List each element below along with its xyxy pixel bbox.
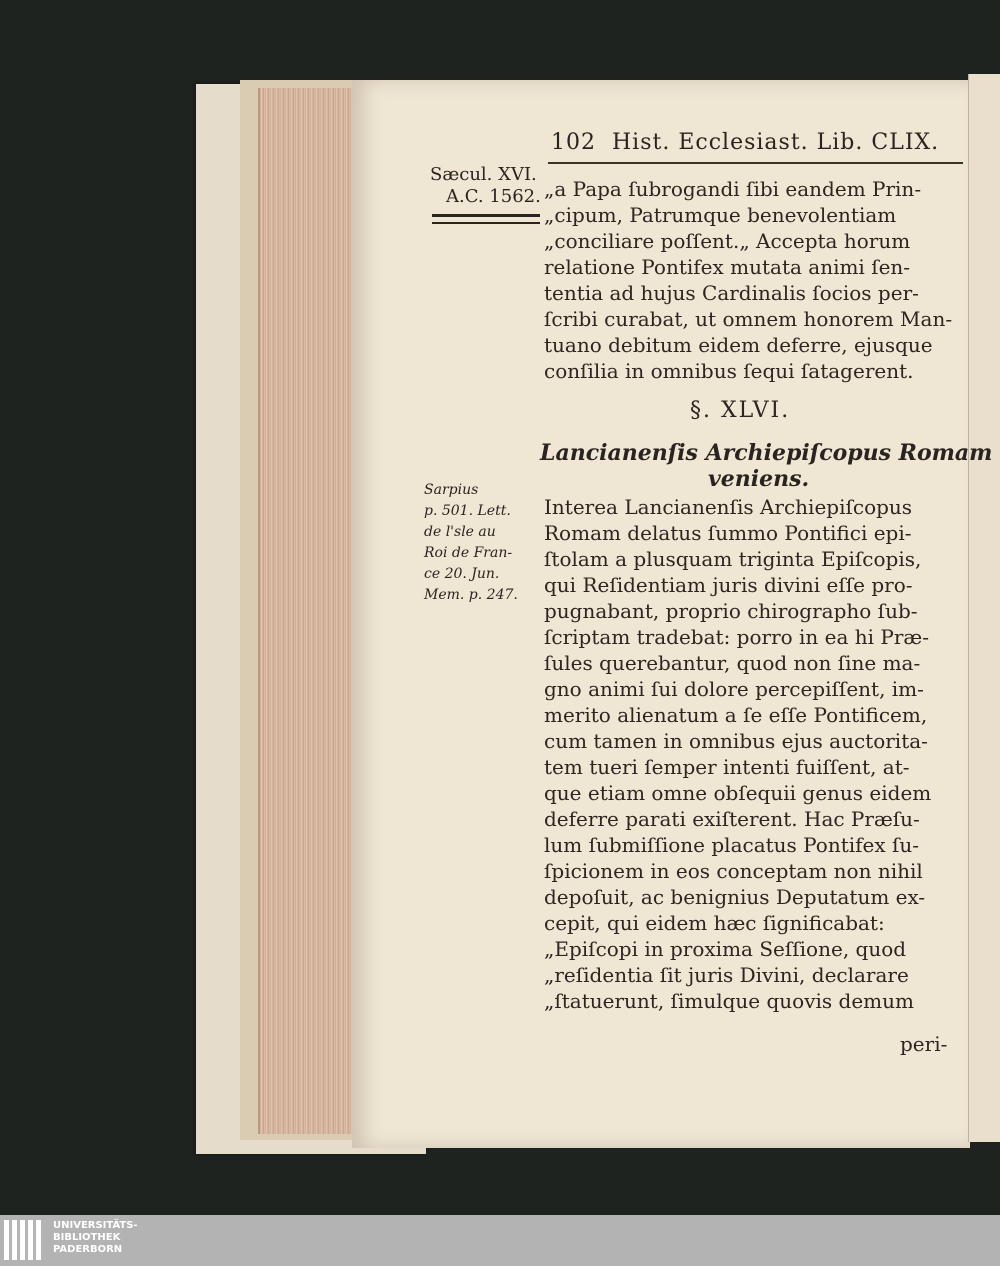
text-line: que etiam omne obſequii genus eidem: [544, 781, 932, 805]
text-line: cepit, qui eidem hæc ſignificabat:: [544, 911, 885, 935]
margin-century: Sæcul. XVI.: [430, 164, 537, 185]
page-edges: [258, 88, 354, 1134]
text-line: „Epiſcopi in proxima Seſſione, quod: [544, 937, 907, 961]
library-name-line: BIBLIOTHEK: [53, 1232, 121, 1243]
text-line: tuano debitum eidem deferre, ejusque: [544, 333, 933, 357]
text-line: „cipum, Patrumque benevolentiam: [544, 203, 897, 227]
text-line: lum ſubmiſſione placatus Pontifex ſu-: [544, 833, 920, 857]
text-line: ſcribi curabat, ut omnem honorem Man-: [544, 307, 953, 331]
text-line: tem tueri ſemper intenti fuiſſent, at-: [544, 755, 910, 779]
text-line: relatione Pontifex mutata animi ſen-: [544, 255, 911, 279]
section-number: §. XLVI.: [690, 398, 791, 423]
margin-year: A.C. 1562.: [446, 186, 541, 207]
text-line: depoſuit, ac benignius Deputatum ex-: [544, 885, 926, 909]
library-name-line: UNIVERSITÄTS-: [53, 1220, 138, 1231]
text-line: cum tamen in omnibus ejus auctorita-: [544, 729, 928, 753]
text-line: ſules querebantur, quod non ſine ma-: [544, 651, 921, 675]
text-line: „ſtatuerunt, ſimulque quovis demum: [544, 989, 914, 1013]
margin-rule: [432, 222, 540, 224]
text-line: deferre parati exiſterent. Hac Præſu-: [544, 807, 920, 831]
text-line: Romam delatus ſummo Pontifici epi-: [544, 521, 912, 545]
running-title: Hist. Ecclesiast. Lib. CLIX.: [612, 130, 940, 155]
text-line: ſcriptam tradebat: porro in ea hi Præ-: [544, 625, 929, 649]
margin-reference-note: [424, 480, 518, 606]
margin-note-line: Mem. p. 247.: [424, 587, 518, 603]
section-title: Lancianenſis Archiepiſcopus Romam: [540, 440, 993, 466]
text-line: merito alienatum a ſe eſſe Pontificem,: [544, 703, 928, 727]
margin-note-line: p. 501. Lett.: [424, 503, 511, 519]
margin-date-note: [430, 164, 541, 208]
paragraph-1: [544, 176, 952, 384]
header-rule: [548, 162, 963, 164]
library-name: [53, 1220, 138, 1256]
running-header: [551, 130, 939, 155]
page-number: 102: [551, 130, 596, 155]
catchword: peri-: [900, 1032, 948, 1056]
margin-note-line: ce 20. Jun.: [424, 566, 500, 582]
paragraph-2: [544, 494, 931, 1014]
text-line: qui Reſidentiam juris divini eſſe pro-: [544, 573, 913, 597]
text-line: tentia ad hujus Cardinalis ſocios per-: [544, 281, 919, 305]
text-line: ſtolam a plusquam triginta Epiſcopis,: [544, 547, 922, 571]
text-line: Interea Lancianenſis Archiepiſcopus: [544, 495, 913, 519]
library-logo-icon: [4, 1220, 44, 1260]
margin-rule: [432, 214, 540, 217]
margin-note-line: Roi de Fran-: [424, 545, 513, 561]
text-line: „a Papa ſubrogandi ſibi eandem Prin-: [544, 177, 922, 201]
margin-note-line: de l'sle au: [424, 524, 496, 540]
text-line: gno animi ſui dolore percepiſſent, im-: [544, 677, 924, 701]
library-name-line: PADERBORN: [53, 1244, 123, 1255]
text-line: ſpicionem in eos conceptam non nihil: [544, 859, 923, 883]
margin-note-line: Sarpius: [424, 482, 479, 498]
library-footer: [0, 1215, 1000, 1266]
facing-page-edge: [968, 74, 1000, 1142]
text-line: „reſidentia ſit juris Divini, declarare: [544, 963, 909, 987]
text-line: pugnabant, proprio chirographo ſub-: [544, 599, 918, 623]
section-title-continued: veniens.: [708, 466, 810, 492]
text-line: conſilia in omnibus ſequi ſatagerent.: [544, 359, 914, 383]
text-line: „conciliare poſſent.„ Accepta horum: [544, 229, 911, 253]
